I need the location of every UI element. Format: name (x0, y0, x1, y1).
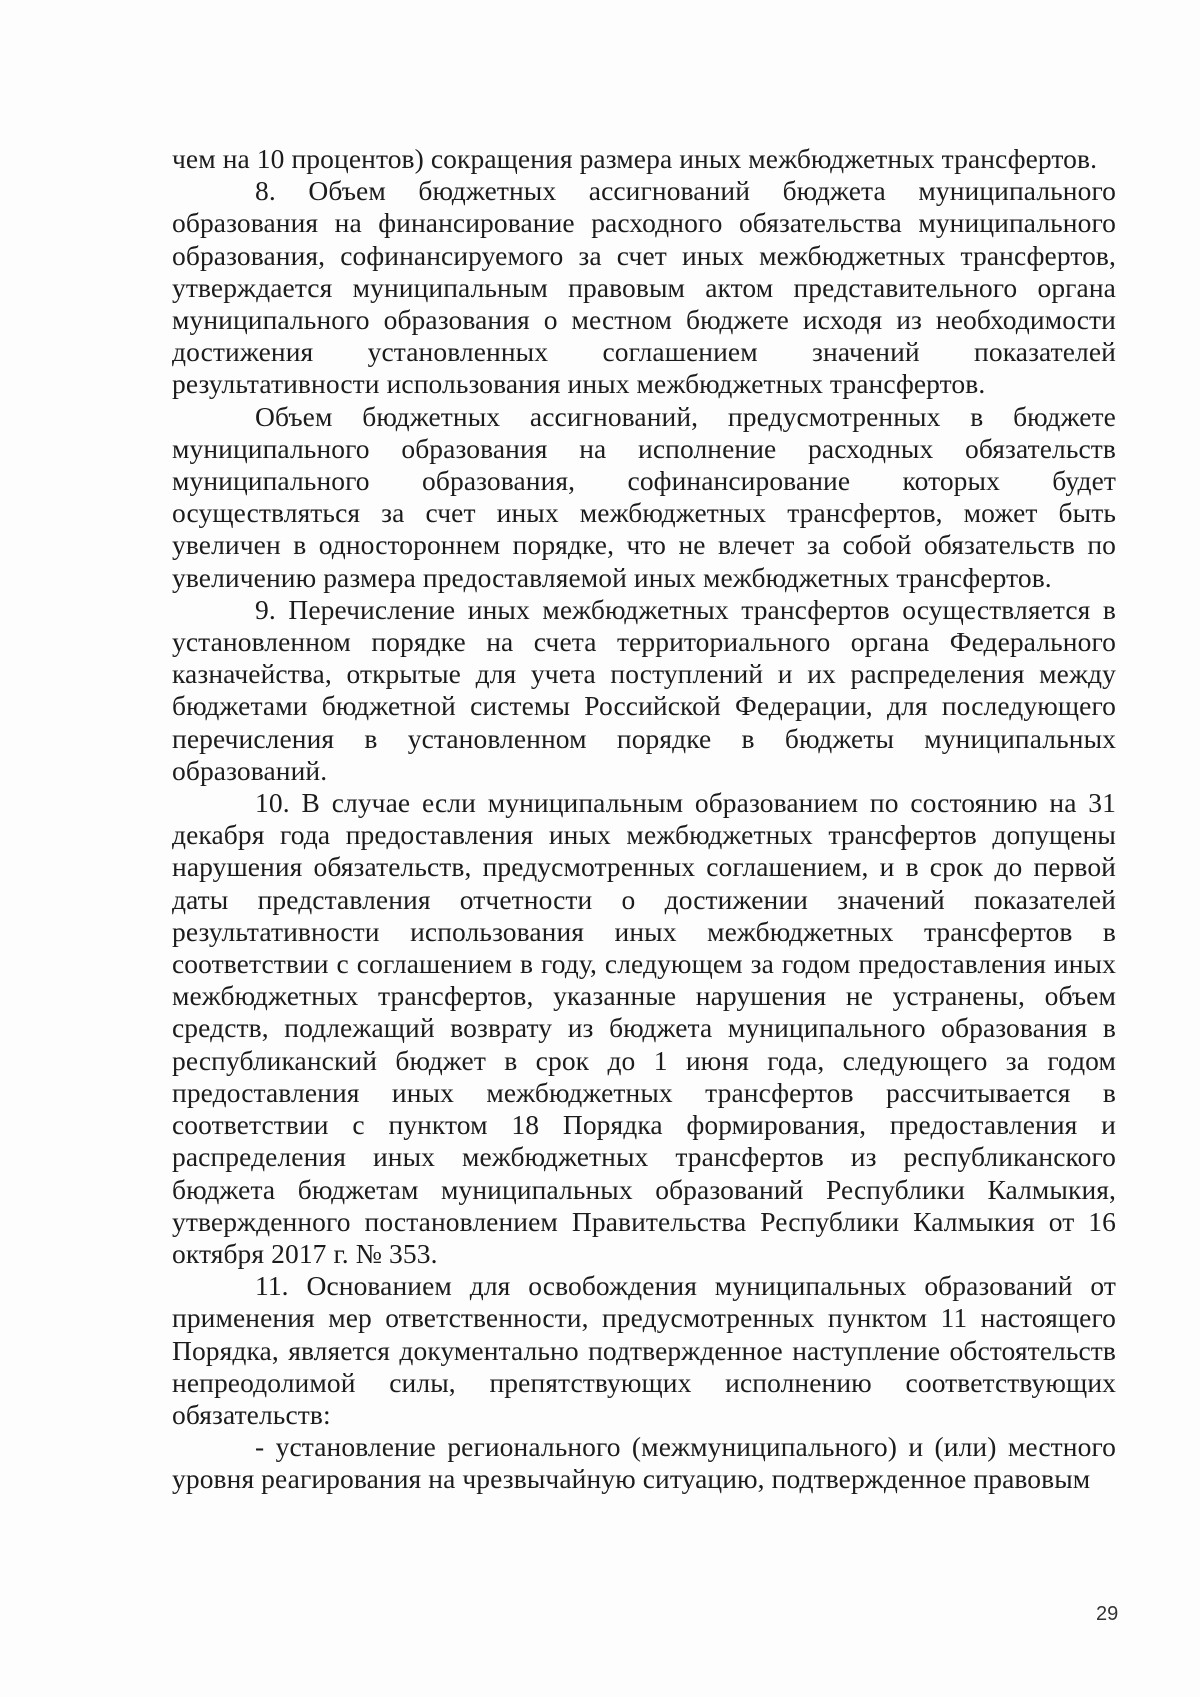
paragraph-item-8: 8. Объем бюджетных ассигнований бюджета муниципального образования на финансирование расходного обязательства муниципального образования, софинансируемого за счет иных межбюджетных трансфертов, утверждается муниципальным правовым актом представительного органа муниципального образования о местном бюджете исходя из необходимости достижения установленных соглашением значений показателей результативности использования иных межбюджетных трансфертов. (172, 175, 1116, 400)
body-text (172, 143, 1116, 1496)
paragraph-item-10: 10. В случае если муниципальным образованием по состоянию на 31 декабря года предоставления иных межбюджетных трансфертов допущены нарушения обязательств, предусмотренных соглашением, и в срок до первой даты представления отчетности о достижении значений показателей результативности использования иных межбюджетных трансфертов в соответствии с соглашением в году, следующем за годом предоставления иных межбюджетных трансфертов, указанные нарушения не устранены, объем средств, подлежащий возврату из бюджета муниципального образования в республиканский бюджет в срок до 1 июня года, следующего за годом предоставления иных межбюджетных трансфертов рассчитывается в соответствии с пунктом 18 Порядка формирования, предоставления и распределения иных межбюджетных трансфертов из республиканского бюджета бюджетам муниципальных образований Республики Калмыкия, утвержденного постановлением Правительства Республики Калмыкия от 16 октября 2017 г. № 353. (172, 787, 1116, 1269)
page-number: 29 (1096, 1603, 1119, 1625)
paragraph-list-item: - установление регионального (межмуниципального) и (или) местного уровня реагирования на чрезвычайную ситуацию, подтвержденное правовым (172, 1431, 1116, 1495)
paragraph-item-9: 9. Перечисление иных межбюджетных трансфертов осуществляется в установленном порядке на счета территориального органа Федерального казначейства, открытые для учета поступлений и их распределения между бюджетами бюджетной системы Российской Федерации, для последующего перечисления в установленном порядке в бюджеты муниципальных образований. (172, 593, 1116, 786)
paragraph-budget-allocations: Объем бюджетных ассигнований, предусмотренных в бюджете муниципального образования на исполнение расходных обязательств муниципального образования, софинансирование которых будет осуществляться за счет иных межбюджетных трансфертов, может быть увеличен в одностороннем порядке, что не влечет за собой обязательств по увеличению размера предоставляемой иных межбюджетных трансфертов. (172, 400, 1116, 593)
paragraph-item-11: 11. Основанием для освобождения муниципальных образований от применения мер ответственности, предусмотренных пунктом 11 настоящего Порядка, является документально подтвержденное наступление обстоятельств непреодолимой силы, препятствующих исполнению соответствующих обязательств: (172, 1270, 1116, 1430)
paragraph-continuation: чем на 10 процентов) сокращения размера иных межбюджетных трансфертов. (172, 143, 1098, 174)
